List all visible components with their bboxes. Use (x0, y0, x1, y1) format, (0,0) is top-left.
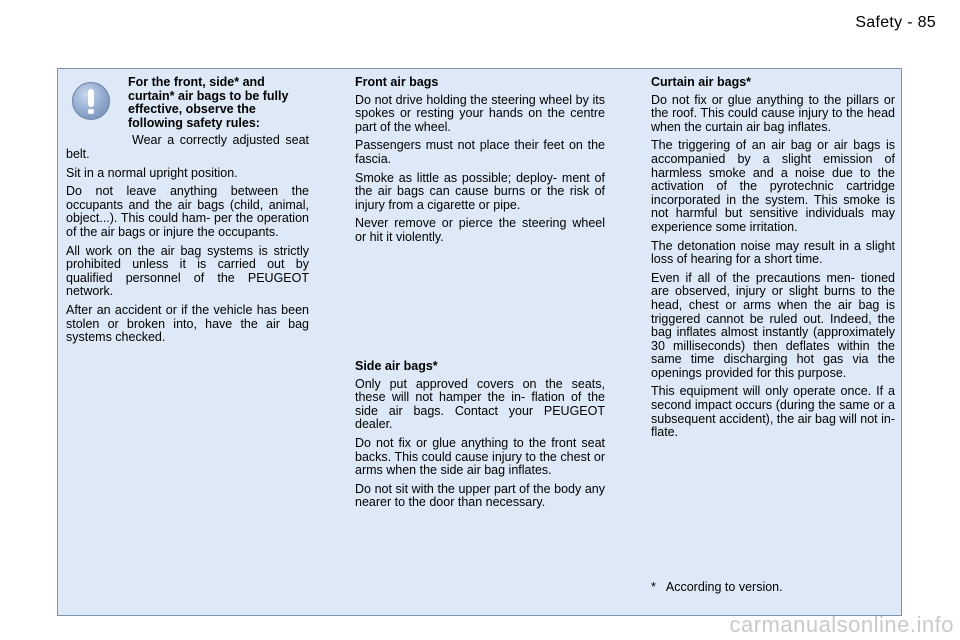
footnote-text: According to version. (665, 580, 783, 594)
footnote-marker: * (651, 580, 656, 594)
curtain-airbags-para-1: Do not fix or glue anything to the pillars or the roof. This could cause injury to the head when the curtain air bag inflates. (651, 92, 895, 134)
footnote (651, 580, 783, 594)
warning-rule-4: All work on the air bag systems is strictly prohibited unless it is carried out by qualified personnel of the PEUGEOT network. (66, 243, 309, 299)
side-airbags-section (355, 360, 605, 515)
front-airbags-section (355, 76, 605, 250)
warning-rule-2: Sit in a normal upright position. (66, 165, 238, 180)
warning-rule-1: Wear a correctly adjusted seat belt. (66, 133, 309, 161)
curtain-airbags-section (651, 76, 895, 445)
curtain-airbags-para-2: The triggering of an air bag or air bags is accompanied by a slight emission of harmless smoke and a noise due to the activation of the pyrotechnic cartridge incorporated in the system. This smoke is not harmful but sensitive individuals may experience some irritation. (651, 138, 895, 234)
curtain-airbags-para-5: This equipment will only operate once. If a second impact occurs (during the same or a subsequent accident), the air bag will not in- flate. (651, 384, 895, 440)
front-airbags-title: Front air bags (355, 75, 439, 89)
front-airbags-para-4: Never remove or pierce the steering wheel or hit it violently. (355, 216, 605, 244)
front-airbags-para-1: Do not drive holding the steering wheel by its spokes or resting your hands on the centre part of the wheel. (355, 92, 605, 134)
side-airbags-title: Side air bags* (355, 359, 438, 373)
curtain-airbags-para-4: Even if all of the precautions men- tioned are observed, injury or slight burns to the head, chest or arms when the air bag is triggered cannot be ruled out. Indeed, the bag inflates almost instantly (approximately 30 milliseconds) then deflates within the same time discharging hot gas via the openings provided for this purpose. (651, 270, 895, 380)
front-airbags-para-2: Passengers must not place their feet on the fascia. (355, 138, 605, 166)
side-airbags-para-2: Do not fix or glue anything to the front seat backs. This could cause injury to the chest or arms when the side air bag inflates. (355, 435, 605, 478)
curtain-airbags-title: Curtain air bags* (651, 75, 752, 89)
warning-header (66, 76, 309, 134)
warning-column (66, 76, 309, 350)
side-airbags-para-3: Do not sit with the upper part of the body any nearer to the door than necessary. (355, 481, 605, 510)
page-header: Safety - 85 (855, 14, 936, 31)
warning-title: For the front, side* and curtain* air bags to be fully effective, observe the following safety rules: (128, 75, 289, 130)
warning-rule-3: Do not leave anything between the occupants and the air bags (child, animal, object...). This could ham- per the operation of the air bags or injure the occupants. (66, 184, 309, 239)
warning-rule-5: After an accident or if the vehicle has been stolen or broken into, have the air bag systems checked. (66, 302, 309, 345)
side-airbags-para-1: Only put approved covers on the seats, these will not hamper the in- flation of the side air bags. Contact your PEUGEOT dealer. (355, 376, 605, 432)
curtain-airbags-para-3: The detonation noise may result in a slight loss of hearing for a short time. (651, 238, 895, 267)
watermark: carmanualsonline.info (729, 612, 954, 637)
front-airbags-para-3: Smoke as little as possible; deploy- ment of the air bags can cause burns or the risk of injury from a cigarette or pipe. (355, 170, 605, 212)
exclamation-icon (72, 82, 110, 120)
